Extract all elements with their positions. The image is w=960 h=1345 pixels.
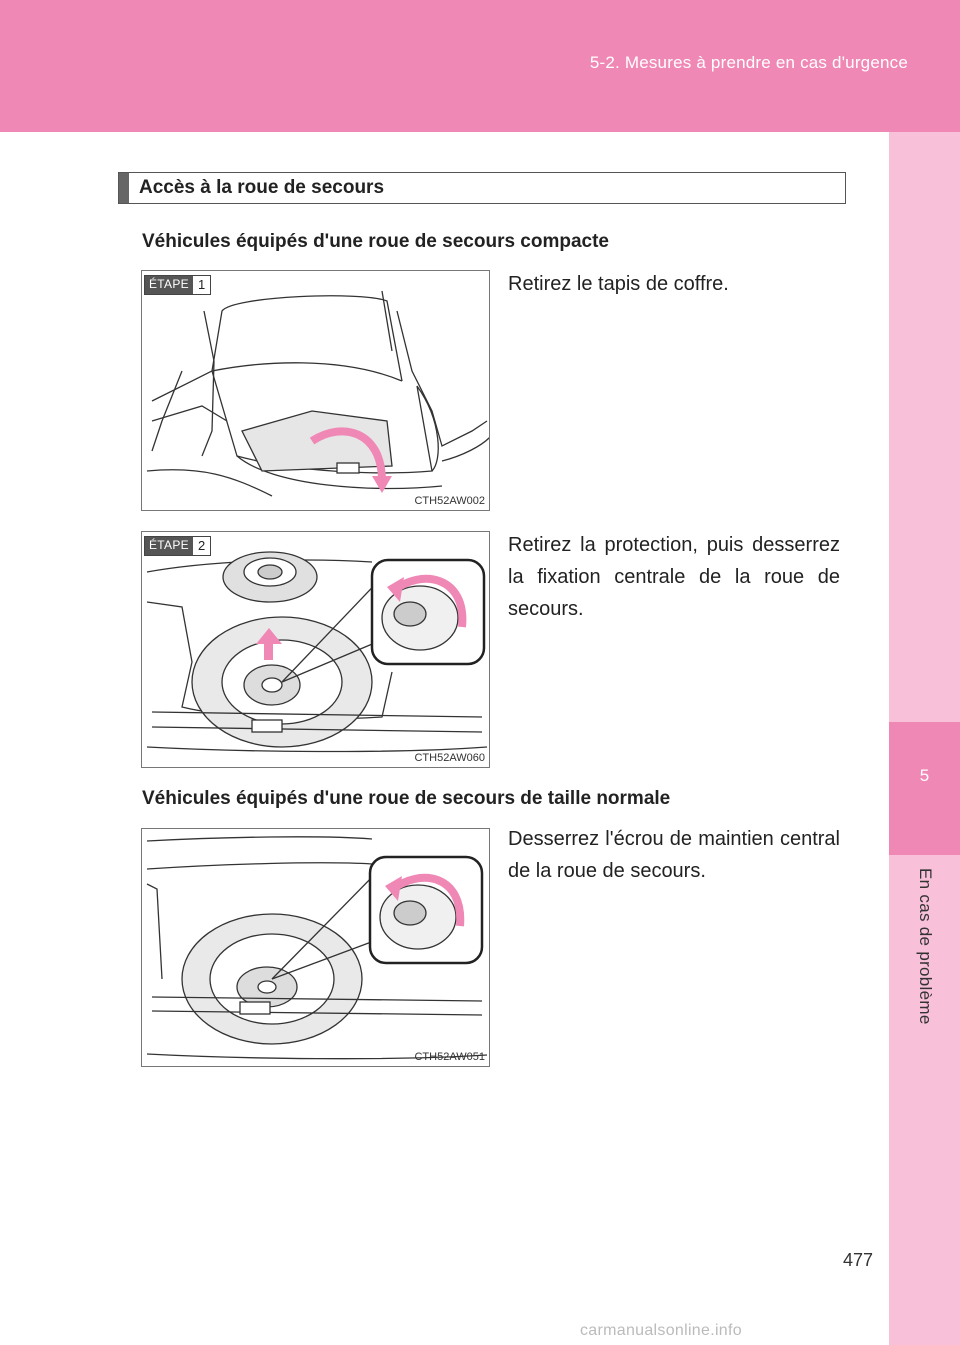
- subsection-heading-compact: Véhicules équipés d'une roue de secours compacte: [142, 231, 610, 252]
- figure-step-2: [141, 531, 490, 768]
- chapter-number-box: [889, 722, 960, 855]
- figure-normal-size: [141, 828, 490, 1067]
- full-size-spare-illustration: [142, 829, 490, 1067]
- chapter-number: 5: [919, 766, 930, 785]
- trunk-mat-illustration: [142, 271, 490, 511]
- lift-arrow-shaft: [264, 642, 273, 660]
- subsection-heading-normal: Véhicules équipés d'une roue de secours de taille normale: [142, 788, 671, 809]
- chapter-label: En cas de problème: [916, 868, 935, 1025]
- normal-size-text: Desserrez l'écrou de maintien central de la roue de secours.: [508, 828, 840, 882]
- watermark: carmanualsonline.info: [580, 1322, 742, 1339]
- step-badge: [144, 275, 211, 295]
- section-marker: [119, 173, 129, 203]
- figure-code: CTH52AW051: [414, 1051, 485, 1063]
- breadcrumb: 5-2. Mesures à prendre en cas d'urgence: [589, 53, 908, 72]
- step-label: ÉTAPE: [145, 276, 193, 294]
- step-2-text: Retirez la protection, puis desserrez la fixation centrale de la roue de secours.: [508, 534, 840, 620]
- step-1-text: Retirez le tapis de coffre.: [508, 273, 729, 295]
- section-title-bar: [118, 172, 846, 204]
- page-number: 477: [843, 1250, 874, 1270]
- figure-code: CTH52AW002: [414, 495, 485, 507]
- figure-step-1: [141, 270, 490, 511]
- step-badge: [144, 536, 211, 556]
- section-title: Accès à la roue de secours: [139, 177, 385, 198]
- compact-spare-illustration: [142, 532, 490, 768]
- step-label: ÉTAPE: [145, 537, 193, 555]
- figure-code: CTH52AW060: [414, 752, 485, 764]
- step-number: 1: [193, 276, 210, 294]
- step-number: 2: [193, 537, 210, 555]
